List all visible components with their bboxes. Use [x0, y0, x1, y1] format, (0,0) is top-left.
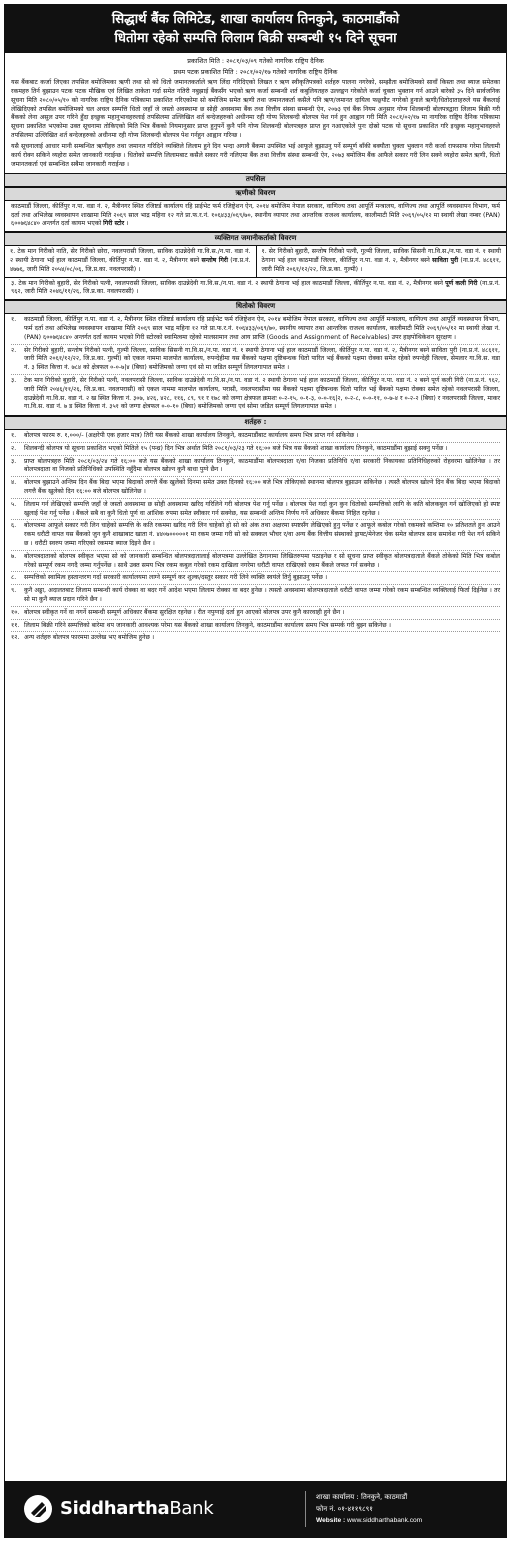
list-item: ७. बोलपत्रदाताको बोलपत्र स्वीकृत भएमा सो को जानकारी सम्बन्धित बोलपत्रदातालाई बोलपत्रमा उल्लेखित ठेगानामा लिखितरुपमा पठाइनेछ र सो सूचना प्राप्त स्वीकृत बोलपत्रदाताले बैंकले तोकेको मिति भित्र कबोल गरेको सम्पूर्ण रकम नगदै जम्मा गर्नुपर्नेछ । साथै उक्त समय भित्र रकम कबुल गरेको रकम दाखिला नगरेमा धरौटी वापत राखिएको रकम बैंकले जफत गर्न सक्नेछ ।: [11, 550, 500, 571]
list-item: २. शिलबन्दी बोलपत्र यो सूचना प्रकाशित भएको मितिले १५ (पन्ध्र) दिन भित्र अर्थात मिति २०८१/०३/२३ गते १६:०० बजे भित्र यस बैंकको शाखा कार्यालय तिनकुने, काठमाडौंमा बुझाई सक्नु पर्नेछ ।: [11, 442, 500, 454]
guarantor-name-1: सन्तोष गिरी: [201, 257, 228, 264]
list-item: १. बोलपत्र फारम रु. १,०००/- (अक्षरेपी एक हजार मात्र) तिरी यस बैंकको शाखा कार्यालय तिनकुने, काठमाडौंबाट कार्यालय समय भित्र प्राप्त गर्न सकिनेछ ।: [11, 432, 359, 440]
guarantor-cell-2: १. सेर गिरीको बुहारी, सन्तोष गिरीको पत्नी, गुल्मी जिल्ला, साविक सिसनी गा.वि.स./न.पा. वडा नं. १ स्थायी ठेगाना भई हाल काठमाडौं जिल्ला, कीर्तिपुर न.पा. वडा नं. २, मैत्रीनगर बस्ने साविता पुरी (ना.प्र.नं. ४८६११, जारी मिति २०६१/१२/२२, जि.प्र.का. गुल्मी) ।: [256, 246, 507, 276]
guarantor-name-2: साविता पुरी: [432, 257, 459, 264]
notice-intro: [5, 78, 506, 173]
schedule-title: तपसिल: [5, 173, 506, 187]
borrower-text: काठमाडौं जिल्ला, कीर्तिपुर न.पा. वडा नं. २, मैत्रीनगर स्थित रजिष्टर्ड कार्यालय रहि प्राईभेट फर्म रजिष्ट्रेशन ऐन, २०१४ बमोजिम नेपाल सरकार, वाणिज्य तथा आपूर्ति मन्त्रालय, वाणिज्य तथा आपूर्ति व्यवस्थापन विभाग, फर्म दर्ता तथा अभिलेख व्यवस्थापन शाखामा मिति २०६९ साल भाद्र महिना १२ गते प्रा.फ.र.नं. १०६४३३/०६९/७०, स्थानीय व्यापार तथा आन्तरिक राजश्व कार्यालय, कालीमाटी मिति २०६९/०५/१२ मा स्थायी लेखा नम्बर (PAN) ६००७६४८४० अन्तर्गत दर्ता कायम भएको: [11, 202, 500, 228]
phone-number: फोन नं. ०१-४११९८९१: [316, 1505, 373, 1514]
list-item: ४. बोलपत्र बुझाउने अन्तिम दिन बैंक बिदा भएमा बिदाको लगत्तै बैंक खुलेको दिनमा समेत उक्त दिनको १६:०० बजे भित्र तोकिएको स्थानमा बोलपत्र बुझाउन सकिनेछ । त्यस्तै बोलपत्र खोल्ने दिन बैंक बिदा भएमा बिदाको लगत्तै बैंक खुलेको दिन १६:०० बजे बोलपत्र खोलिनेछ ।: [11, 476, 500, 497]
guarantor-section-title: व्यक्तिगत जमानीकर्ताको विवरण: [5, 232, 506, 246]
publication-dates: [5, 53, 506, 78]
list-item: ६. बोलपत्रमा आफूले सकार गरी लिन चाहेको सम्पत्ति के कति रकममा खरिद गरी लिन चाहेको हो सो को अंक तथा अक्षरमा स्पष्टसँग लेखिएको हुनु पर्नेछ र आफूले कबोल गरेको रकमको कम्तिमा १० प्रतिशतले हुन आउने रकम धरौटी वापत यस बैंकको जुन कुनै शाखाबाट खाता नं. ४४०७०००००१ मा रकम जम्मा गरी सो को सक्कल भौचर र/वा अन्य बैंक वित्तीय संस्थाको ड्राफ्ट/मेनेजर चेक समेत बोलपत्र साथ समावेश गरी पेश गर्न सकिने छ । धरौटी स्वरुप जम्मा गरिएको रकममा ब्याज दिइने छैन ।: [11, 519, 500, 548]
header-line-1: सिद्धार्थ बैंक लिमिटेड, शाखा कार्यालय तिनकुने, काठमाडौंको: [111, 12, 400, 27]
list-item: ३. टेक मान गिरीको बुहारी, सेर गिरीको पत्नी, नवलपरासी जिल्ला, साविक दाउन्नेदेवी गा.वि.स./न.पा. वडा नं. २ स्थायी ठेगाना भई हाल काठमाडौं जिल्ला, कीर्तिपुर न.पा. वडा नं. २ बस्ने पूर्ण कली गिरी (ना.प्र.नं. ९६२, जारी मिति २०४६/११/२६, जि.प्र.का. नवलपरासी) को एकल नाममा मालपोत कार्यालय, परासी, नवलपरासीमा यस बैंकको पक्षमा दृष्टिबन्धक धितो पारित भई बैंकको पक्षमा रोक्का समेत रहेको नवलपरासी जिल्ला, दाउन्नेदेवी गा.वि.स. वडा नं. २ ख स्थित कित्ता नं. ३०७, ४२६, ४२८, ११६, ८९, ९१ र १७८ को जग्गा क्षेत्रफल क्रमशः ०-२-१५, ०-१-३, ०-०-१६|२, ०-२-८, ०-०-११, ०-७-४ र ०-२-२ (बिघा) र नवलपरासी जिल्ला, माकर गा.वि.स. वडा नं. ७ ड स्थित कित्ता नं. ३५१ को जग्गा क्षेत्रफल ०-०-१० (बिघा) बमोजिमको जग्गा एवं सोमा जडित सम्पूर्ण लिगलगापात समेत ।: [11, 374, 500, 412]
list-item: २. सेर गिरीको बुहारी, सन्तोष गिरीको पत्नी, गुल्मी जिल्ला, साविक सिसनी गा.वि.स./न.पा. वडा नं. १ स्थायी ठेगाना भई हाल काठमाडौं जिल्ला, कीर्तिपुर न.पा. वडा नं. २, मैत्रीनगर बस्ने साविता पुरी (ना.प्र.नं. ४८६११, जारी मिति २०६१/१२/२२, जि.प्र.का. गुल्मी) को एकल नाममा मालपोत कार्यालय, रुपन्देहीमा यस बैंकको पक्षमा दृष्टिबन्धक धितो पारित भई बैंकको पक्षमा रोक्का समेत रहेको रुपन्देही जिल्ला, सेमलार गा.वि.स. वडा नं. ३ स्थित कित्ता नं. ७८४ को क्षेत्रफल ०-०-७|४ (बिघा) बमोजिमको जग्गा एवं सो मा जडित सम्पूर्ण लिगलगापात समेत ।: [11, 344, 500, 373]
intro-paragraph-2: यसै सूचनालाई आधार मानी सम्बन्धित ऋणीहरु तथा जमानत गरिदिने व्यक्तिले लिलाम हुने दिन भन्दा अगावै बैंकमा उपस्थित भई आफूले बुझाउनु पर्ने सम्पूर्ण बाँकी बक्यौता चुक्ता भुक्तान गरी कर्जा राफसाफ गरेमा लिलामी कार्य रोक्न सकिने व्यहोरा समेत जानकारी गराईन्छ । धितोको सम्पत्ति लिलामबाट कसैले सकार गरी नलिएमा बैंक तथा वित्तीय संस्था सम्बन्धी ऐन, २०७३ बमोजिम बैंक आफैले सकार गरी लिन सक्ने व्यहोरा समेत ऋणी, धितो जमानतकर्ता एवं सम्बन्धित सबैमा जानकारी गराईन्छ ।: [11, 143, 500, 169]
terms-list: [5, 430, 506, 646]
terms-block: [5, 430, 506, 646]
website-link[interactable]: www.siddharthabank.com: [347, 1517, 423, 1525]
list-item: ५. लिलाम गर्न लेखिएको सम्पत्ति जहाँ जे जस्तो अवस्थामा छ सोही अवस्थामा खरिद गरिलिने गरी बोलपत्र पेश गर्नु पर्नेछ । बोलपत्र पेश गर्दा कुन कुन धितोको सम्पत्तिको लागि के कति बोलकबुल गर्न खोजिएको हो स्पष्ट खुलाई पेश गर्नु पर्नेछ । बैंकले सबै वा कुनै धितो पूर्ण वा आंशिक रुपमा समेत स्वीकार गर्न सक्नेछ, यस सम्बन्धी अन्तिम निर्णय गर्ने अधिकार बैंकमा निहित रहनेछ ।: [11, 498, 500, 519]
siddhartha-bank-logo-icon: [23, 1494, 53, 1524]
auction-notice-page: [4, 4, 507, 1538]
borrower-text-end: ।: [126, 220, 129, 228]
collateral-list-block: [5, 314, 506, 416]
bank-name: SiddharthaBank: [60, 1498, 214, 1520]
list-item: १. काठमाडौं जिल्ला, कीर्तिपुर न.पा. वडा नं. २, मैत्रीनगर स्थित रजिष्टर्ड कार्यालय रहि प्राईभेट फर्म रजिष्ट्रेशन ऐन, २०१४ बमोजिम नेपाल सरकार, वाणिज्य तथा आपूर्ति मन्त्रालय, वाणिज्य तथा आपूर्ति व्यवस्थापन विभाग, फर्म दर्ता तथा अभिलेख व्यवस्थापन शाखामा मिति २०६९ साल भाद्र महिना १२ गते प्रा.फ.र.नं. १०६४३३/०६९/७०, स्थानीय व्यापार तथा आन्तरिक राजश्व कार्यालय, कालीमाटी मिति २०६९/०५/१२ मा स्थायी लेखा नं. (PAN) ६००७६४८४० अन्तर्गत दर्ता कायम भएको गिरी स्टोरको स्वामित्वमा रहेको मालसामान तथा आय प्राप्ति (Goods and Assignment of Receivables) उपर हाइपोथिकेशन सुरक्षण ।: [11, 316, 500, 341]
guarantor-grid: [5, 246, 506, 277]
collateral-section-title: धितोको विवरण: [5, 300, 506, 314]
guarantor-cell-1: १. टेक मान गिरीको नाति, सेर गिरीको छोरा, नवलपरासी जिल्ला, साविक दाउन्नेदेवी गा.वि.स./न.पा. वडा नं. २ स्थायी ठेगाना भई हाल काठमाडौं जिल्ला, कीर्तिपुर न.पा. वडा नं. २, मैत्रीनगर बस्ने सन्तोष गिरी (ना.प्र.नं. ४७७६, जारी मिति २०५४/०८/०६, जि.प्र.का. नवलपरासी) ।: [10, 248, 251, 273]
website-line: Website : www.siddharthabank.com: [316, 1517, 423, 1525]
guarantor-name-3: पूर्ण कली गिरी: [445, 279, 478, 287]
terms-section-title: शर्तहरु :: [5, 416, 506, 430]
list-item: ३. प्राप्त बोलपत्रहरु मिति २०८१/०३/२४ गते १६:०० बजे यस बैंकको शाखा कार्यालय तिनकुने, काठमाडौंमा बोलपत्रदाता र/वा निजका प्रतिनिधि र/वा सरकारी निकायका प्रतिनिधिहरुको रोहवरमा खोलिनेछ । तर बोलपत्रदाता वा निजको प्रतिनिधिको उपस्थिति नहुँदैमा बोलपत्र खोल्न कुनै बाधा पुग्ने छैन ।: [11, 455, 500, 476]
list-item: ८. सम्पत्तिको स्वामित्व हस्तान्तरण गर्दा सरकारी कार्यालयमा लाग्ने सम्पूर्ण कर शुल्क/दस्तुर सकार गरी लिने व्यक्ति स्वयंले तिर्नु बुझाउनु पर्नेछ ।: [11, 571, 500, 583]
borrower-name: गिरी स्टोर: [103, 220, 125, 228]
guarantor-row-3: ३. टेक मान गिरीको बुहारी, सेर गिरीको पत्नी, नवलपरासी जिल्ला, साविक दाउन्नेदेवी गा.वि.स./न.पा. वडा नं. २ स्थायी ठेगाना भई हाल काठमाडौं जिल्ला, कीर्तिपुर न.पा. वडा नं. २, मैत्रीनगर बस्ने पूर्ण कली गिरी (ना.प्र.नं. ९६२, जारी मिति २०४६/११/२६, जि.प्र.का. नवलपरासी) ।: [5, 278, 506, 301]
borrower-section-title: ऋणीको विवरण: [5, 187, 506, 201]
list-item: १२. अन्य शर्तहरु बोलपत्र फारममा उल्लेख भए बमोजिम हुनेछ ।: [11, 631, 500, 643]
bank-footer: [5, 1481, 506, 1537]
list-item: ११. लिलाम बिक्री गरिने सम्पत्तिको बारेमा थप जानकारी आवश्यक परेमा यस बैंकको शाखा कार्यालय तिनकुने, काठमाडौंमा कार्यालय समय भित्र सम्पर्क गरी बुझ्न सकिनेछ ।: [11, 619, 500, 631]
header-line-2: धितोमा रहेको सम्पत्ति लिलाम बिक्री सम्बन्धी १५ दिने सूचना: [114, 31, 397, 47]
branch-office: शाखा कार्यालय : तिनकुने, काठमाडौं: [316, 1492, 408, 1501]
collateral-list: [5, 314, 506, 415]
notice-header: [5, 5, 506, 53]
intro-paragraph-1: यस बैंकबाट कर्जा लिएका तपसिल बमोजिमका ऋणी तथा सो को धितो जमानतकर्ताले ऋण लिंदा गरिदिएको लिखत र ऋण स्वीकृतिपत्रको शर्तहरु पालना नगरेको, सम्झौता बमोजिमको सावाँ किस्ता तथा ब्याज समेतका रकमहरु तिर्न बुझाउन पटक पटक मौखिक एवं लिखित ताकेता गर्दा समेत नतिरी नबुझाई बैंकसँग भएको ऋण कर्जा सम्बन्धी शर्त कबुलियतहरु उल्लङ्घन गरेकोले कर्जा चुक्ता भुक्तान गर्न आउने बारेको ३५ दिने सार्वजनिक सूचना मिति २०८०/०५/१० को नागरिक राष्ट्रिय दैनिक पत्रिकामा प्रकाशित गरिएकोमा सो बमोजिम समेत ऋणी तथा जमानतकर्ता कसैले पनि ऋण/जमानत दायित्व फछ्र्यौट नगरेको हुनाले ऋणी/धितोदाताहरुले यस बैंकलाई लेखिदिएको तपसिल बमोजिमको चल अचल सम्पत्ति धितो जहाँ जे जस्तो अवस्थामा छ सोही अवस्थामा बैंक तथा वित्तीय संस्था सम्बन्धी ऐन, २०७३ एवं बैंक नियम अनुसार गोप्य शिलबन्दी बोलपत्रद्वारा लिलाम बिक्री गरी बैंकको लेना असुल उपर गरिने हुँदा इच्छुक महानुभावहरुलाई तपसिलमा उल्लिखित शर्त बन्देजहरुको अधीनमा रही गोप्य शिलबन्दी बोलपत्र पेश गर्न हुन आह्वान गरी मिति २०८१/०२/१७ मा नागरिक राष्ट्रिय दैनिक पत्रिकामा सूचना प्रकाशित भएकोमा उक्त सूचनामा तोकिएको मिति भित्र बैंकको नियमानुसार प्राप्त हुनुपर्ने कुनै पनि गोप्य शिलबन्दी बोलपत्रहरु प्राप्त हुन नआएकोले पुनः दोस्रो पटक यो सूचना प्रकाशित गरि इच्छुक महानुभावहरुले तपसिलमा उल्लिखित शर्त बन्देजहरुको अधीनमा रही गोप्य शिलबन्दी बोलपत्र पेश गर्नहुन आह्वान गरिन्छ ।: [11, 78, 500, 140]
bank-logo: [5, 1494, 305, 1524]
bank-contact: [305, 1491, 506, 1527]
first-published-date: प्रथम पटक प्रकाशित मिति : २०८१/०२/१७ गतेको नागरिक राष्ट्रिय दैनिक: [173, 67, 338, 76]
list-item: ९. कुनै अड्डा, अदालतबाट लिलाम सम्बन्धी कार्य रोक्का वा बदर गर्ने आदेश भएमा लिलाम रोक्का वा बदर हुनेछ । त्यस्तो अवस्थामा बोलपत्रदाताले धरौटी वापत जम्मा गरेको रकम सम्बन्धित व्यक्तिलाई फिर्ता दिईनेछ । तर सो मा कुनै ब्याज प्रदान गरिने छैन ।: [11, 584, 500, 605]
borrower-details: [5, 201, 506, 232]
published-date: प्रकाशित मिति : २०८१/०३/०९ गतेको नागरिक राष्ट्रिय दैनिक: [187, 57, 324, 66]
list-item: १०. बोलपत्र स्वीकृत गर्ने वा नगर्ने सम्बन्धी सम्पूर्ण अधिकार बैंकमा सुरक्षित रहनेछ । रीत नपुग्नाई दर्ता हुन आएको बोलपत्र उपर कुनै कारवाही हुने छैन ।: [11, 606, 500, 618]
